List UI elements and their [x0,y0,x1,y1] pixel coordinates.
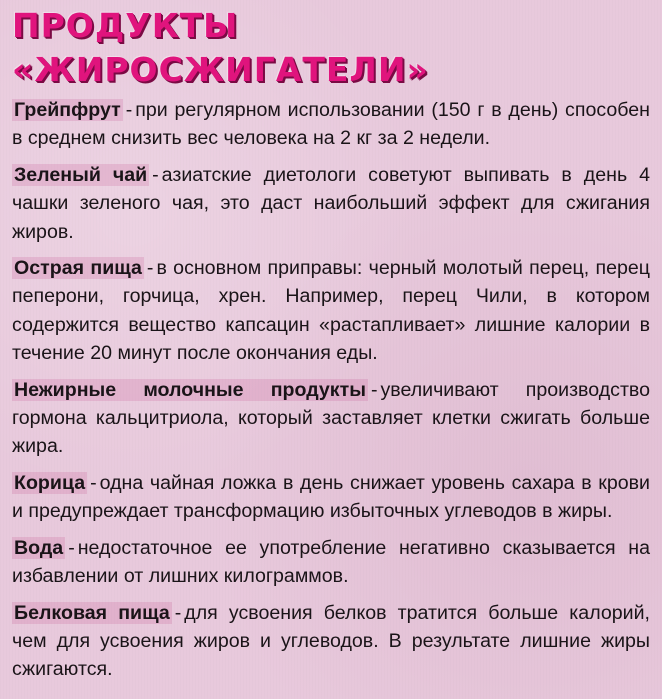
entry-text: при регулярном использовании (150 г в день) способен в среднем снизить вес человека на 2 кг за 2 недели. [12,99,650,150]
entry-separator: - [152,163,159,186]
entry-text: азиатские диетологи советуют выпивать в день 4 чашки зеленого чая, это даст наибольший эффект для сжигания жиров. [12,163,650,243]
entry-text: одна чайная ложка в день снижает уровень сахара в крови и предупреждает трансформацию избыточных углеводов в жиры. [12,471,650,523]
entry-water [12,534,650,591]
entry-term: Грейпфрут [14,99,121,121]
entry-separator: - [174,601,182,624]
entry-term: Белковая пища [14,601,170,624]
entry-grapefruit [12,96,650,153]
entry-separator: - [125,99,133,121]
entry-green-tea [12,161,650,246]
entry-cinnamon [12,469,650,526]
entry-text: увеличивают производство гормона кальцитриола, который заставляет клетки сжигать больше жира. [12,378,650,458]
entry-term: Зеленый чай [14,163,148,186]
entry-text: для усвоения белков тратится больше калорий, чем для усвоения жиров и углеводов. В результате лишние жиры сжигаются. [12,601,650,681]
entry-term: Корица [14,471,86,494]
article-title [12,4,650,92]
entry-term: Нежирные молочные продукты [14,378,366,401]
entry-separator: - [68,536,75,559]
entry-protein [12,599,650,684]
entry-spicy-food [12,254,650,368]
title-line-1: ПРОДУКТЫ [12,6,239,45]
entry-text: в основном приправы: черный молотый перец, перец пеперони, горчица, хрен. Например, перец Чили, в котором содержится вещество капсацин «растапливает» лишние калории в течение 20 минут после окончания еды. [12,257,650,365]
entry-separator: - [146,257,154,280]
entry-separator: - [370,378,378,401]
entry-term: Вода [14,536,64,559]
entry-dairy [12,376,650,461]
entry-separator: - [90,471,97,494]
title-line-2: «ЖИРОСЖИГАТЕЛИ» [12,50,429,89]
entry-text: недостаточное ее употребление негативно сказывается на избавлении от лишних килограммов. [12,536,650,588]
entry-term: Острая пища [14,257,142,280]
